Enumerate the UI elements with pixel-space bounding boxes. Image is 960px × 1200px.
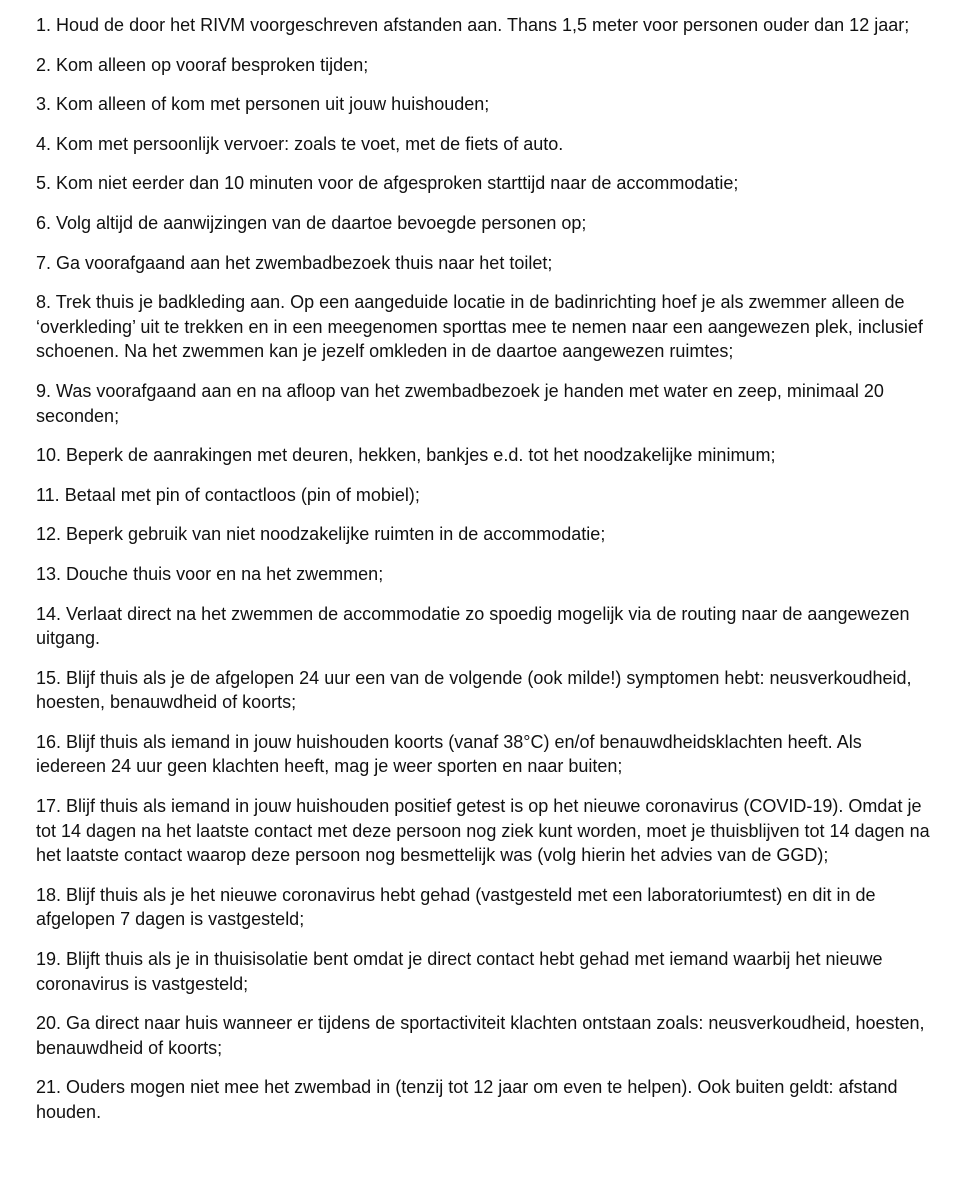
rule-item-16: 16. Blijf thuis als iemand in jouw huishouden koorts (vanaf 38°C) en/of benauwdheidsklachten heeft. Als iedereen 24 uur geen klachten heeft, mag je weer sporten en naar buiten;: [36, 731, 862, 777]
rule-item-19: 19. Blijft thuis als je in thuisisolatie bent omdat je direct contact hebt gehad met iemand waarbij het nieuwe coronavirus is vastgesteld;: [36, 949, 883, 994]
rule-item-9: 9. Was voorafgaand aan en na afloop van het zwembadbezoek je handen met water en zeep, minimaal 20 seconden;: [36, 380, 884, 426]
rule-item-8: 8. Trek thuis je badkleding aan. Op een aangeduide locatie in de badinrichting hoef je als zwemmer alleen de ‘overkleding’ uit te trekken en in een meegenomen sporttas mee te nemen naar een aangewezen plek, inclusief schoenen. Na het zwemmen kan je jezelf omkleden in de daartoe aangewezen ruimtes;: [36, 292, 923, 362]
rule-item-2: 2. Kom alleen op vooraf besproken tijden;: [36, 54, 369, 75]
rule-item-14: 14. Verlaat direct na het zwemmen de accommodatie zo spoedig mogelijk via de routing naar de aangewezen uitgang.: [36, 603, 910, 649]
rules-list: [36, 13, 936, 1125]
rule-item-20: 20. Ga direct naar huis wanneer er tijdens de sportactiviteit klachten ontstaan zoals: neusverkoudheid, hoesten, benauwdheid of koorts;: [36, 1013, 925, 1058]
rule-item-1: 1. Houd de door het RIVM voorgeschreven afstanden aan. Thans 1,5 meter voor personen ouder dan 12 jaar;: [36, 15, 910, 35]
rule-item-12: 12. Beperk gebruik van niet noodzakelijke ruimten in de accommodatie;: [36, 524, 606, 545]
rule-item-6: 6. Volg altijd de aanwijzingen van de daartoe bevoegde personen op;: [36, 212, 587, 233]
rule-item-21: 21. Ouders mogen niet mee het zwembad in (tenzij tot 12 jaar om even te helpen). Ook buiten geldt: afstand houden.: [36, 1077, 898, 1122]
rule-item-17: 17. Blijf thuis als iemand in jouw huishouden positief getest is op het nieuwe coronavirus (COVID-19). Omdat je tot 14 dagen na het laatste contact met deze persoon nog ziek kunt worden, moet je thuisblijven tot 14 dagen na het laatste contact waarop deze persoon nog besmettelijk was (volg hierin het advies van de GGD);: [36, 796, 930, 866]
rule-item-11: 11. Betaal met pin of contactloos (pin of mobiel);: [36, 484, 420, 505]
rule-item-4: 4. Kom met persoonlijk vervoer: zoals te voet, met de fiets of auto.: [36, 133, 564, 154]
rule-item-3: 3. Kom alleen of kom met personen uit jouw huishouden;: [36, 94, 490, 115]
rule-item-7: 7. Ga voorafgaand aan het zwembadbezoek thuis naar het toilet;: [36, 252, 553, 273]
rule-item-15: 15. Blijf thuis als je de afgelopen 24 uur een van de volgende (ook milde!) symptomen hebt: neusverkoudheid, hoesten, benauwdheid of koorts;: [36, 667, 912, 713]
rule-item-5: 5. Kom niet eerder dan 10 minuten voor de afgesproken starttijd naar de accommodatie;: [36, 173, 739, 194]
rule-item-18: 18. Blijf thuis als je het nieuwe coronavirus hebt gehad (vastgesteld met een laboratoriumtest) en dit in de afgelopen 7 dagen is vastgesteld;: [36, 884, 876, 930]
rule-item-13: 13. Douche thuis voor en na het zwemmen;: [36, 563, 384, 584]
document-page: [36, 13, 936, 1140]
rule-item-10: 10. Beperk de aanrakingen met deuren, hekken, bankjes e.d. tot het noodzakelijke minimum;: [36, 445, 776, 466]
